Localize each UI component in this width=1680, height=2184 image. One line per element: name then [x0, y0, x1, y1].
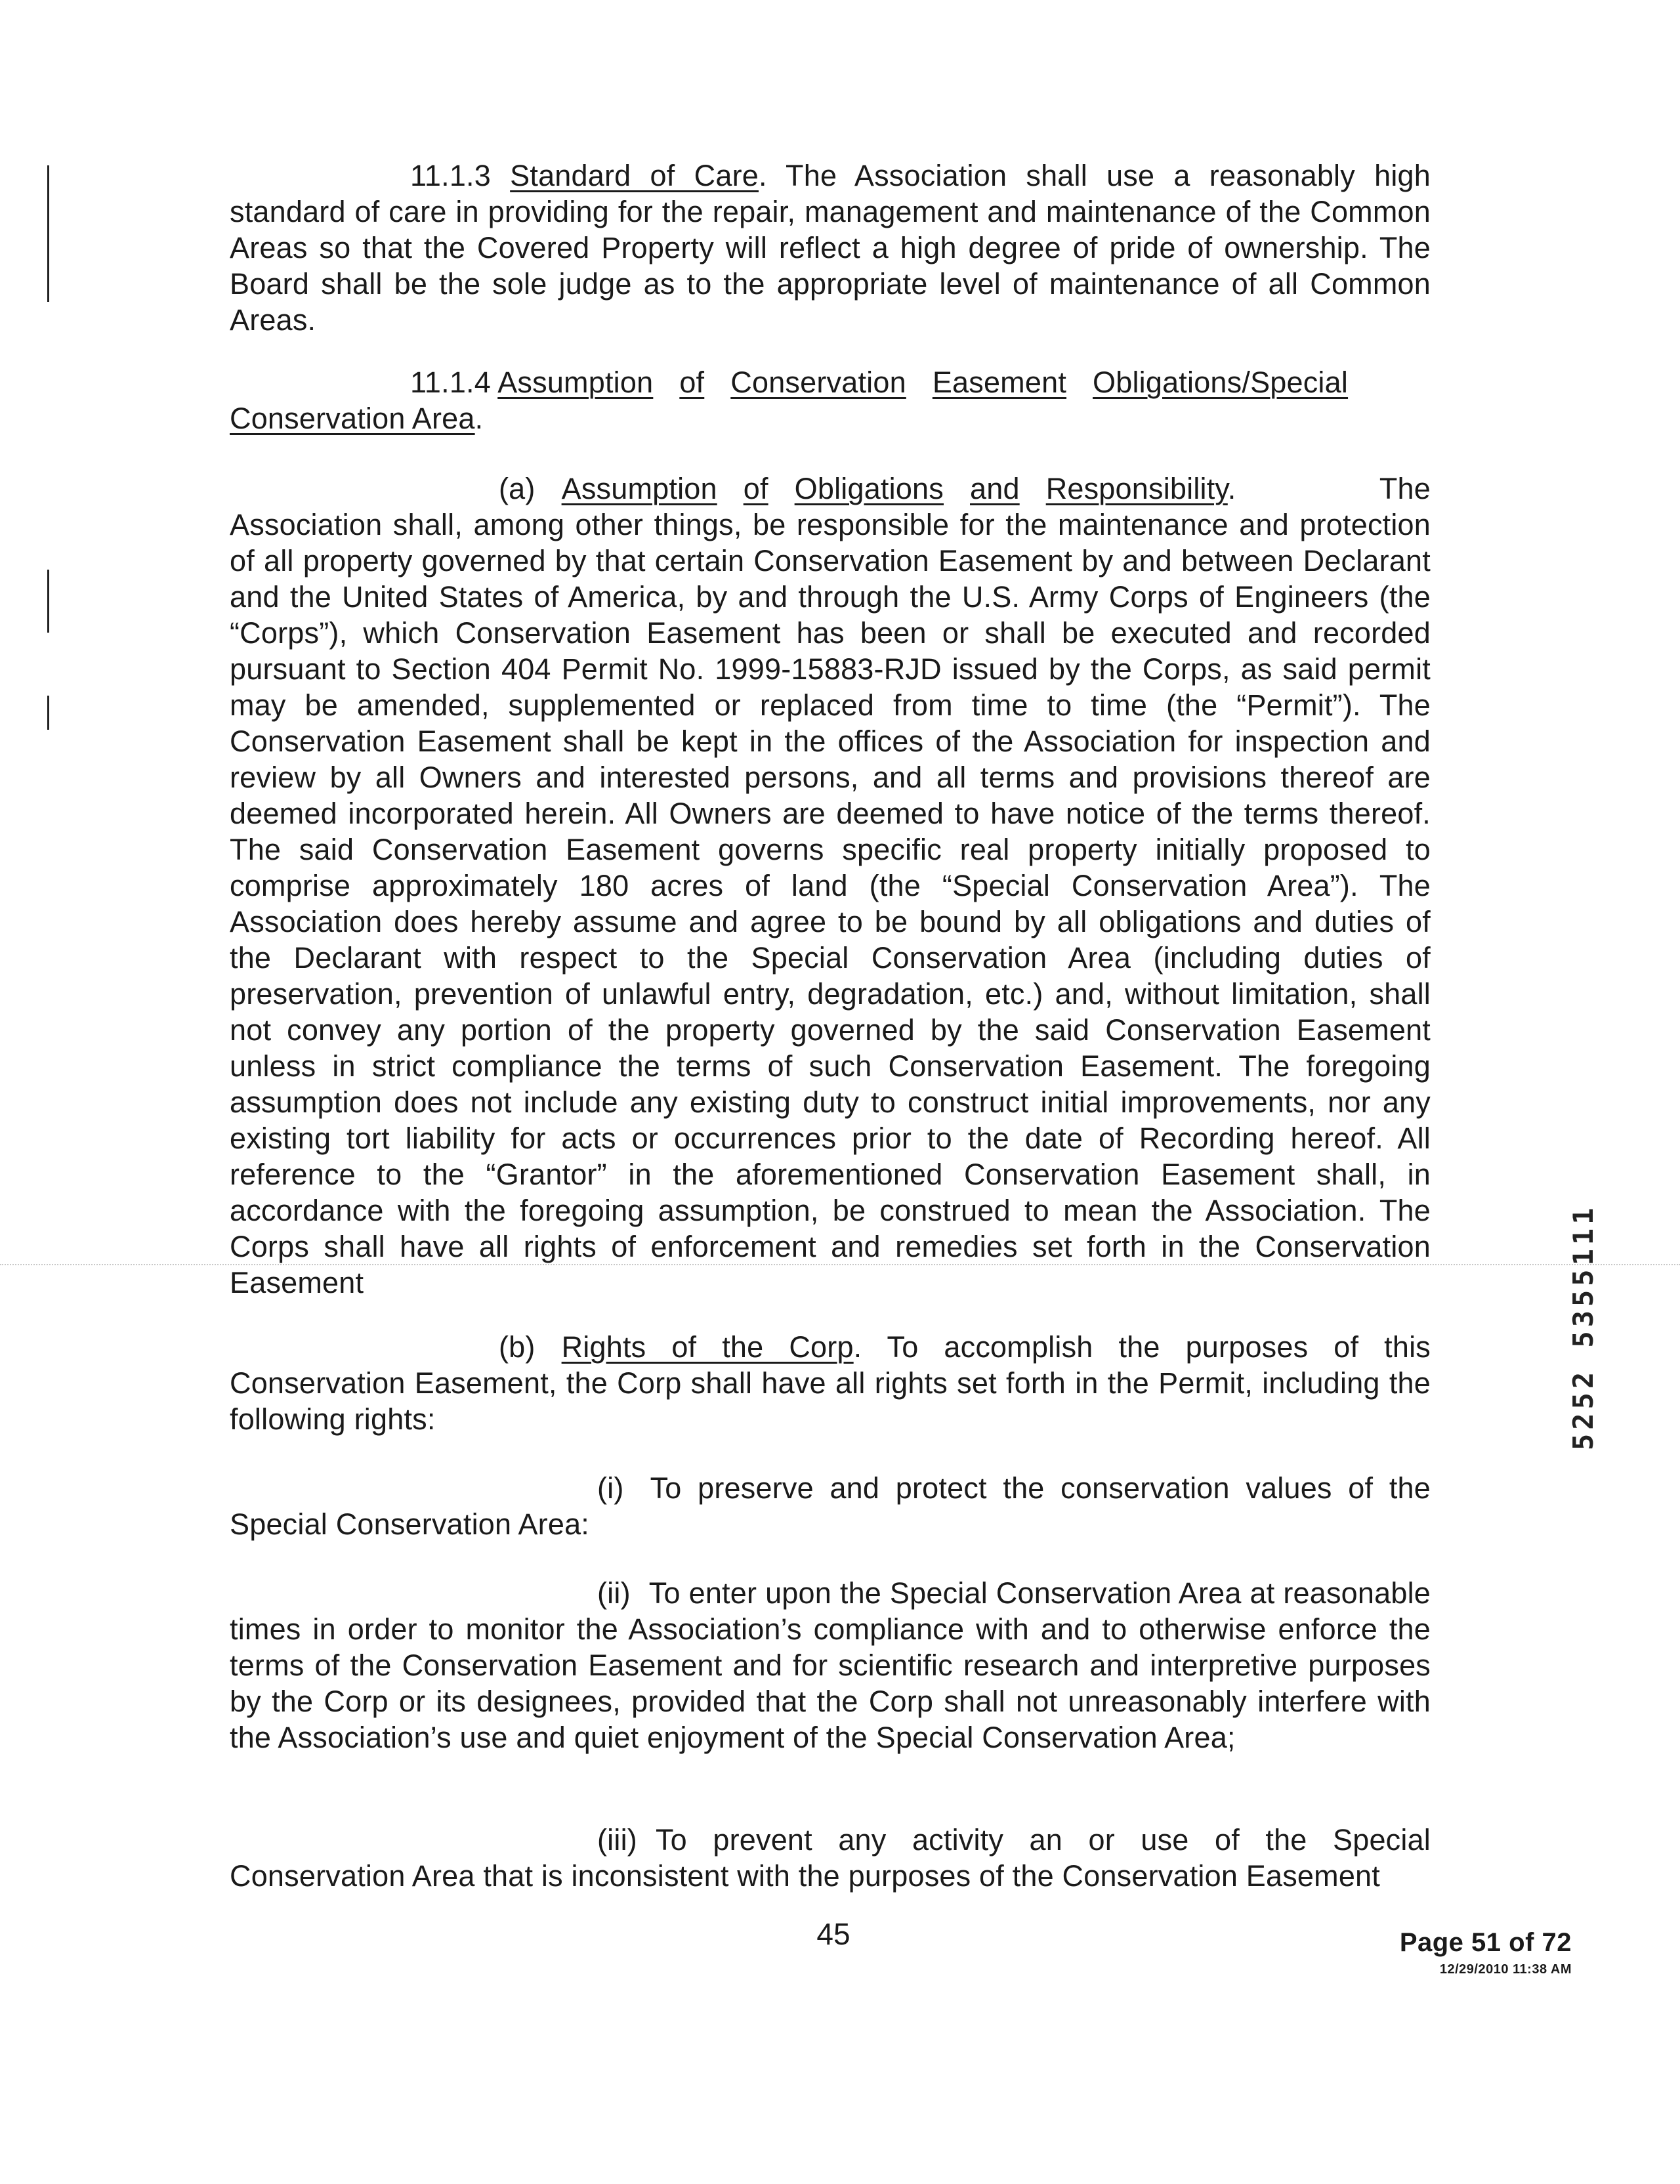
page-number: 45	[816, 1917, 850, 1951]
revision-bar-3	[47, 696, 49, 730]
item-iii	[230, 1822, 1431, 1894]
item-ii	[230, 1575, 1431, 1755]
item-body: To preserve and protect the conservation values of the Special Conservation Area:	[230, 1471, 1431, 1541]
paragraph-label: (b)	[499, 1330, 536, 1364]
section-body: . The Association shall use a reasonably high standard of care in providing for the repair, management and maintenance of the Common Areas so that the Covered Property will reflect a high degree of pride of ownership. The Board shall be the sole judge as to the appropriate level of maintenance of all Common Areas.	[230, 159, 1431, 337]
section-heading: Standard of Care	[510, 159, 759, 192]
paragraph-body: . The Association shall, among other things, be responsible for the maintenance and protection of all property governed by that certain Conservation Easement by and between Declarant and the United States of America, by and through the U.S. Army Corps of Engineers (the “Corps”), which Conservation Easement has been or shall be executed and recorded pursuant to Section 404 Permit No. 1999-15883-RJD issued by the Corps, as said permit may be amended, supplemented or replaced from time to time (the “Permit”). The Conservation Easement shall be kept in the offices of the Association for inspection and review by all Owners and interested persons, and all terms and provisions thereof are deemed incorporated herein. All Owners are deemed to have notice of the terms thereof. The said Conservation Easement governs specific real property initially proposed to comprise approximately 180 acres of land (the “Special Conservation Area”). The Association does hereby assume and agree to be bound by all obligations and duties of the Declarant with respect to the Special Conservation Area (including duties of preservation, prevention of unlawful entry, degradation, etc.) and, without limitation, shall not convey any portion of the property governed by the said Conservation Easement unless in strict compliance the terms of such Conservation Easement. The foregoing assumption does not include any existing duty to construct initial improvements, nor any existing tort liability for acts or occurrences prior to the date of Recording hereof. All reference to the “Grantor” in the aforementioned Conservation Easement shall, in accordance with the foregoing assumption, be construed to mean the Association. The Corps shall have all rights of enforcement and remedies set forth in the Conservation Easement	[230, 472, 1431, 1299]
section-number: 11.1.4	[410, 366, 491, 399]
section-heading-end: .	[474, 402, 484, 435]
recording-timestamp: 12/29/2010 11:38 AM	[1439, 1962, 1572, 1977]
recording-number-stamp: 5252 5355111	[1567, 1204, 1599, 1450]
paragraph-heading: Rights of the Corp	[561, 1330, 854, 1364]
paragraph-heading: Assumption of Obligations and Responsibility	[561, 472, 1228, 505]
section-number: 11.1.3	[410, 159, 491, 192]
revision-bar-1	[47, 165, 49, 302]
item-label: (ii)	[597, 1576, 631, 1610]
paragraph-b	[230, 1329, 1431, 1437]
item-label: (i)	[597, 1471, 624, 1505]
page-of-count: Page 51 of 72	[1399, 1928, 1572, 1957]
item-body: To enter upon the Special Conservation Area at reasonable times in order to monitor the Association’s compliance with and to otherwise enforce the terms of the Conservation Easement and for scientific research and interpretive purposes by the Corp or its designees, provided that the Corp shall not unreasonably interfere with the Association’s use and quiet enjoyment of the Special Conservation Area;	[230, 1576, 1431, 1754]
item-body: To prevent any activity an or use of the Special Conservation Area that is inconsistent with the purposes of the Conservation Easement	[230, 1823, 1431, 1893]
paragraph-a	[230, 471, 1431, 1301]
section-heading: Assumption of Conservation Easement Obligations/Special Conservation Area	[230, 366, 1349, 435]
section-11-1-3	[230, 158, 1431, 338]
item-label: (iii)	[597, 1823, 637, 1857]
paragraph-label: (a)	[499, 472, 536, 505]
item-i	[230, 1470, 1431, 1542]
revision-bar-2	[47, 570, 49, 633]
section-11-1-4	[230, 364, 1431, 436]
paragraph-body: . To accomplish the purposes of this Conservation Easement, the Corp shall have all rights set forth in the Permit, including the following rights:	[230, 1330, 1431, 1436]
